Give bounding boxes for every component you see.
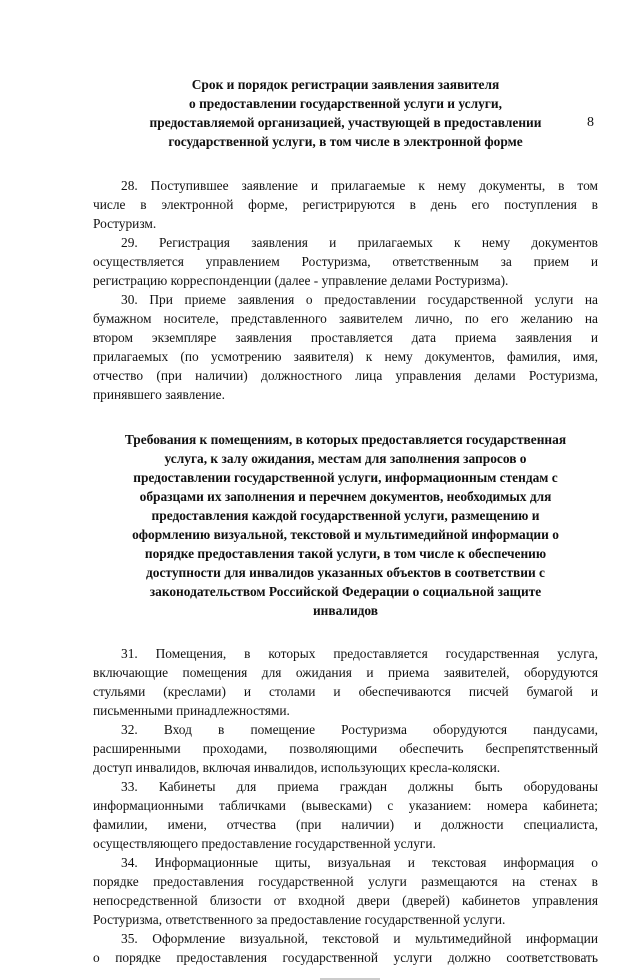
text-line: бумажном носителе, представленного заявителем лично, по его желанию на: [93, 311, 598, 326]
text-line: непосредственной близости от входной двери (дверей) кабинетов управления: [93, 893, 598, 908]
heading-line: инвалидов: [312, 603, 379, 618]
document-page: [0, 75, 640, 980]
text-line: отчество (при наличии) должностного лица управления делами Ростуризма,: [93, 368, 598, 383]
text-line: 34. Информационные щиты, визуальная и текстовая информация о: [121, 855, 598, 870]
page-number: 8: [587, 115, 594, 130]
paragraph-29: [93, 233, 598, 290]
text-line: расширенными проходами, позволяющими обеспечить беспрепятственный: [93, 741, 598, 756]
heading-line: Требования к помещениям, в которых предоставляется государственная: [124, 432, 567, 447]
text-line: информационными табличками (вывесками) с указанием: номера кабинета;: [93, 798, 598, 813]
heading-line: образцами их заполнения и перечнем документов, необходимых для: [139, 489, 552, 504]
paragraph-35: [93, 929, 598, 967]
text-line: порядке предоставления государственной услуги размещаются на стенах в: [93, 874, 598, 889]
section-body-registration: [93, 176, 598, 404]
text-line: принявшего заявление.: [93, 387, 225, 402]
heading-line: государственной услуги, в том числе в электронной форме: [168, 134, 523, 149]
text-line: 30. При приеме заявления о предоставлении государственной услуги на: [121, 292, 598, 307]
text-line: 32. Вход в помещение Ростуризма оборудуются пандусами,: [121, 722, 598, 737]
heading-line: оформлению визуальной, текстовой и мультимедийной информации о: [132, 527, 559, 542]
text-line: числе в электронной форме, регистрируются в день его поступления в: [93, 197, 598, 212]
paragraph-30: [93, 290, 598, 404]
heading-line: предоставления каждой государственной услуги, размещению и: [151, 508, 540, 523]
text-line: Ростуризма, ответственного за предоставление государственной услуги.: [93, 912, 506, 927]
heading-line: предоставлении государственной услуги, информационным стендам с: [133, 470, 558, 485]
section-body-premises: [93, 644, 598, 967]
section-heading-premises: [93, 430, 598, 620]
paragraph-34: [93, 853, 598, 929]
heading-line: предоставляемой организацией, участвующей в предоставлении: [149, 115, 542, 130]
section-heading-registration: [93, 75, 598, 151]
text-line: фамилии, имени, отчества (при наличии) и должности специалиста,: [93, 817, 598, 832]
text-line: регистрацию корреспонденции (далее - управление делами Ростуризма).: [93, 273, 509, 288]
text-line: 31. Помещения, в которых предоставляется государственная услуга,: [121, 646, 598, 661]
text-line: прилагаемых (по усмотрению заявителя) к нему документов, фамилия, имя,: [93, 349, 598, 364]
heading-line: услуга, к залу ожидания, местам для заполнения запросов о: [164, 451, 527, 466]
text-line: включающие помещения для ожидания и приема заявителей, оборудуются: [93, 665, 598, 680]
paragraph-32: [93, 720, 598, 777]
text-line: письменными принадлежностями.: [93, 703, 290, 718]
paragraph-31: [93, 644, 598, 720]
text-line: 29. Регистрация заявления и прилагаемых к нему документов: [121, 235, 598, 250]
heading-line: доступности для инвалидов указанных объектов в соответствии с: [146, 565, 545, 580]
text-line: 28. Поступившее заявление и прилагаемые к нему документы, в том: [121, 178, 598, 193]
text-line: 35. Оформление визуальной, текстовой и мультимедийной информации: [121, 931, 598, 946]
text-line: осуществляется управлением Ростуризма, ответственным за прием и: [93, 254, 598, 269]
heading-line: Срок и порядок регистрации заявления заявителя: [191, 77, 500, 92]
heading-line: законодательством Российской Федерации о социальной защите: [149, 584, 542, 599]
text-line: осуществляющего предоставление государственной услуги.: [93, 836, 436, 851]
paragraph-33: [93, 777, 598, 853]
text-line: Ростуризм.: [93, 216, 157, 231]
text-line: о порядке предоставления государственной услуги должно соответствовать: [93, 950, 598, 965]
heading-line: о предоставлении государственной услуги и услуги,: [189, 96, 502, 111]
heading-line: порядке предоставления такой услуги, в том числе к обеспечению: [144, 546, 547, 561]
text-line: 33. Кабинеты для приема граждан должны быть оборудованы: [121, 779, 598, 794]
text-line: стульями (креслами) и столами и обеспечиваются писчей бумагой и: [93, 684, 598, 699]
text-line: доступ инвалидов, включая инвалидов, использующих кресла-коляски.: [93, 760, 501, 775]
paragraph-28: [93, 176, 598, 233]
text-line: втором экземпляре заявления проставляется дата приема заявления и: [93, 330, 598, 345]
